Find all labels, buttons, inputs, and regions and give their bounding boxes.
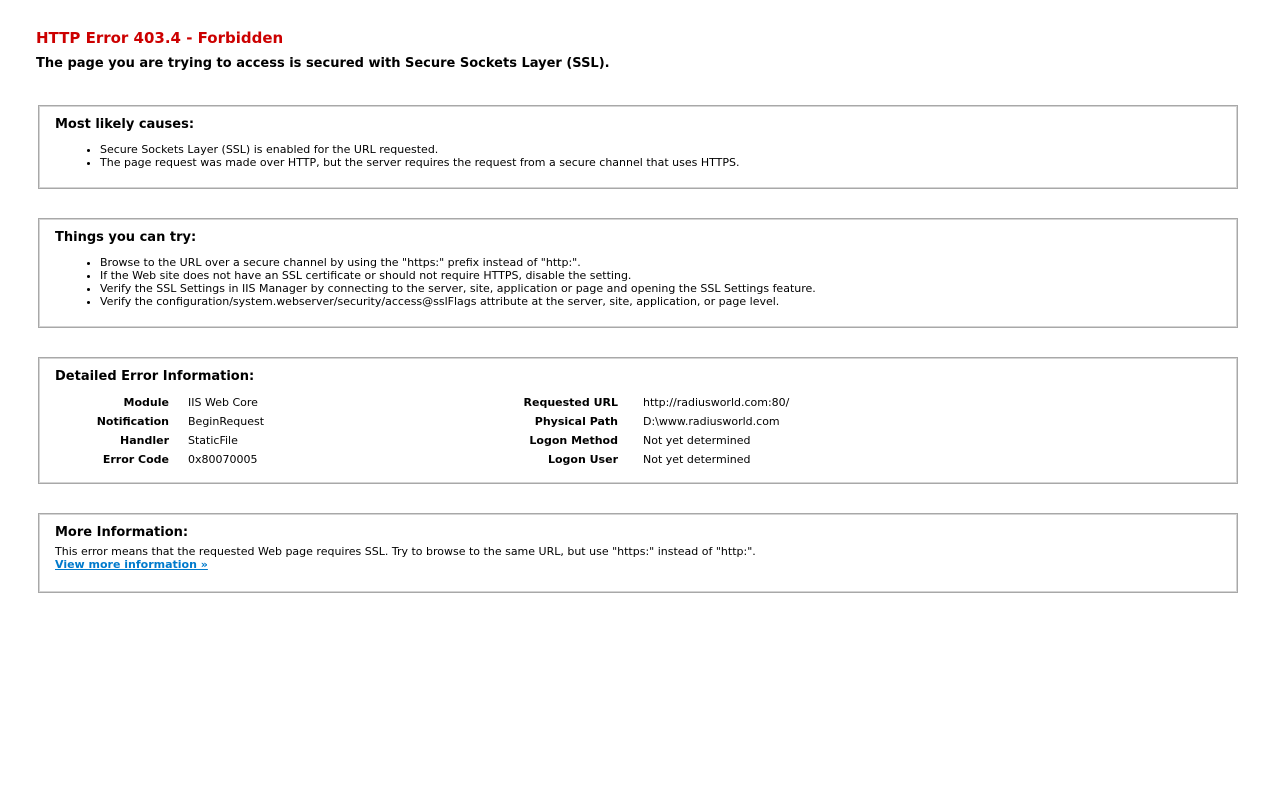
list-item: • Verify the configuration/system.webserver/security/access@sslFlags attribute at the server, site, application, or page level. <box>100 295 816 308</box>
section-heading: Detailed Error Information: <box>55 369 255 384</box>
detailed-error-section <box>38 357 1238 484</box>
section-heading: Things you can try: <box>55 230 197 245</box>
detail-value: Not yet determined <box>643 453 751 466</box>
section-heading: More Information: <box>55 525 189 540</box>
causes-list <box>55 143 739 169</box>
error-title: HTTP Error 403.4 - Forbidden <box>36 29 284 47</box>
detail-label: Notification <box>96 415 169 428</box>
table-row <box>504 393 789 412</box>
table-row <box>55 412 264 431</box>
more-information-text: This error means that the requested Web page requires SSL. Try to browse to the same URL, but use "https:" instead of "http:". <box>55 545 756 558</box>
table-row <box>55 450 264 469</box>
detail-table-right <box>504 393 789 469</box>
list-item: • Verify the SSL Settings in IIS Manager by connecting to the server, site, application or page and opening the SSL Settings feature. <box>100 282 816 295</box>
table-row <box>55 431 264 450</box>
detail-label: Module <box>123 396 169 409</box>
detail-value: StaticFile <box>188 434 238 447</box>
try-list <box>55 256 816 308</box>
detail-value: IIS Web Core <box>188 396 258 409</box>
detail-label: Error Code <box>102 453 169 466</box>
detail-value: BeginRequest <box>188 415 265 428</box>
error-subtitle: The page you are trying to access is secured with Secure Sockets Layer (SSL). <box>36 56 610 71</box>
detail-value: http://radiusworld.com:80/ <box>643 396 790 409</box>
things-to-try-section <box>38 218 1238 328</box>
list-item: • The page request was made over HTTP, but the server requires the request from a secure channel that uses HTTPS. <box>100 156 739 169</box>
list-item: • Browse to the URL over a secure channel by using the "https:" prefix instead of "http:". <box>100 256 816 269</box>
detail-label: Logon User <box>547 453 618 466</box>
list-item: • If the Web site does not have an SSL certificate or should not require HTTPS, disable the setting. <box>100 269 816 282</box>
page-header <box>36 28 610 73</box>
table-row <box>504 450 789 469</box>
detail-table-left <box>55 393 264 469</box>
detail-label: Logon Method <box>529 434 618 447</box>
list-item: • Secure Sockets Layer (SSL) is enabled for the URL requested. <box>100 143 739 156</box>
detail-label: Handler <box>120 434 169 447</box>
section-heading: Most likely causes: <box>55 117 195 132</box>
detail-label: Requested URL <box>523 396 618 409</box>
detail-value: Not yet determined <box>643 434 751 447</box>
detail-value: D:\www.radiusworld.com <box>643 415 780 428</box>
view-more-information-link[interactable]: View more information » <box>55 558 208 571</box>
most-likely-causes-section <box>38 105 1238 189</box>
table-row <box>55 393 264 412</box>
table-row <box>504 412 789 431</box>
table-row <box>504 431 789 450</box>
detail-value: 0x80070005 <box>188 453 258 466</box>
detail-label: Physical Path <box>534 415 618 428</box>
more-information-section <box>38 513 1238 593</box>
